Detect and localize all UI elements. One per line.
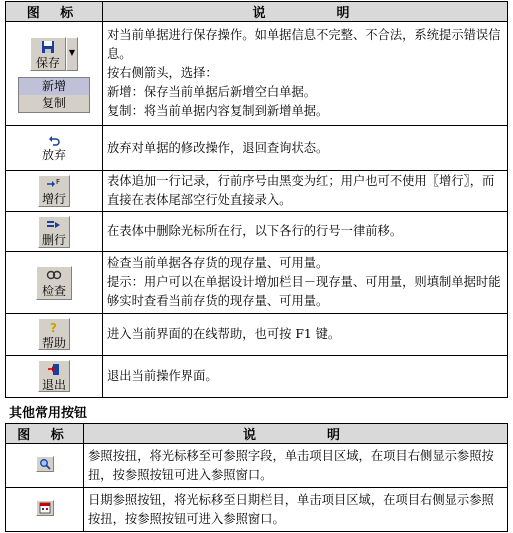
check-icon	[46, 269, 62, 282]
exit-button-label: 退出	[41, 378, 66, 392]
desc-column-header: 说 明	[84, 424, 508, 444]
save-desc-line: 按右侧箭头，选择：	[107, 66, 218, 80]
save-button-label: 保存	[35, 55, 60, 70]
check-button-label: 检查	[41, 283, 66, 298]
date-reference-description: 日期参照按钮，将光标移至日期栏目，单击项目区域，在项目右侧显示参照按扭，按参照按钮可进入参照窗口。	[84, 488, 508, 532]
save-desc-line: 复制：将当前单据内容复制到新增单据。	[107, 104, 329, 118]
save-button[interactable]	[30, 37, 66, 71]
svg-text:F: F	[56, 178, 61, 186]
save-split-button[interactable]	[30, 37, 78, 71]
menu-item-copy[interactable]: 复制	[41, 95, 66, 110]
add-row-icon-cell	[6, 171, 103, 212]
check-desc-line: 检查当前单据各存货的现存量、可用量。	[107, 256, 329, 270]
add-row-icon	[46, 178, 62, 190]
check-icon-cell	[6, 252, 103, 314]
abandon-button[interactable]	[39, 132, 69, 164]
save-description	[103, 22, 508, 126]
icon-column-header: 图 标	[6, 2, 103, 22]
check-description	[103, 252, 508, 314]
add-row-button-label: 增行	[41, 192, 66, 206]
exit-icon-cell	[6, 356, 103, 398]
check-button[interactable]	[36, 266, 72, 300]
help-button-label: 帮助	[41, 336, 66, 350]
date-reference-button[interactable]	[36, 500, 54, 516]
save-icon	[41, 40, 55, 54]
save-desc-line: 对当前单据进行保存操作。如单据信息不完整、不合法，系统提示错误信息。	[107, 28, 501, 61]
reference-icon-cell	[6, 444, 84, 488]
icon-column-header: 图 标	[6, 424, 84, 444]
help-button[interactable]	[38, 318, 70, 350]
abandon-icon-cell	[6, 126, 103, 171]
reference-button[interactable]	[36, 456, 54, 472]
save-icon-cell	[6, 22, 103, 126]
save-desc-line: 新增：保存当前单据后新增空白单据。	[107, 85, 317, 99]
delete-row-icon	[46, 219, 62, 231]
menu-item-new[interactable]: 新增	[19, 78, 89, 95]
exit-button[interactable]	[38, 360, 70, 392]
add-row-button[interactable]	[38, 175, 70, 207]
delete-row-description: 在表体中删除光标所在行，以下各行的行号一律前移。	[103, 212, 508, 252]
desc-column-header: 说 明	[103, 2, 508, 22]
abandon-description: 放弃对单据的修改操作，退回查询状态。	[103, 126, 508, 171]
add-row-description: 表体追加一行记录，行前序号由黑变为红；用户也可不使用〖增行〗，而直接在表体尾部空行处直接录入。	[103, 171, 508, 212]
abandon-button-label: 放弃	[41, 148, 66, 162]
help-description: 进入当前界面的在线帮助，也可按 F1 键。	[103, 314, 508, 356]
help-icon-cell	[6, 314, 103, 356]
reference-description: 参照按扭，将光标移至可参照字段，单击项目区域，在项目右侧显示参照按扭，按参照按钮可进入参照窗口。	[84, 444, 508, 488]
delete-row-button-label: 删行	[41, 232, 66, 247]
save-dropdown-arrow[interactable]: ▼	[66, 37, 78, 71]
exit-description: 退出当前操作界面。	[103, 356, 508, 398]
save-dropdown-menu	[18, 77, 90, 113]
delete-row-button[interactable]	[38, 216, 70, 248]
undo-icon	[48, 135, 60, 146]
check-desc-line: 提示：用户可以在单据设计增加栏目－现存量、可用量，则填制单据时能够实时查看当前存货的现存量、可用量。	[107, 275, 501, 308]
other-buttons-table	[5, 423, 508, 532]
svg-text:?: ?	[50, 321, 57, 334]
exit-icon	[47, 363, 61, 376]
section-title-other-buttons: 其他常用按钮	[9, 406, 88, 421]
calendar-icon	[39, 502, 51, 514]
delete-row-icon-cell	[6, 212, 103, 252]
date-reference-icon-cell	[6, 488, 84, 532]
magnifier-icon	[39, 458, 51, 470]
help-icon	[48, 321, 60, 334]
buttons-table	[5, 1, 508, 398]
